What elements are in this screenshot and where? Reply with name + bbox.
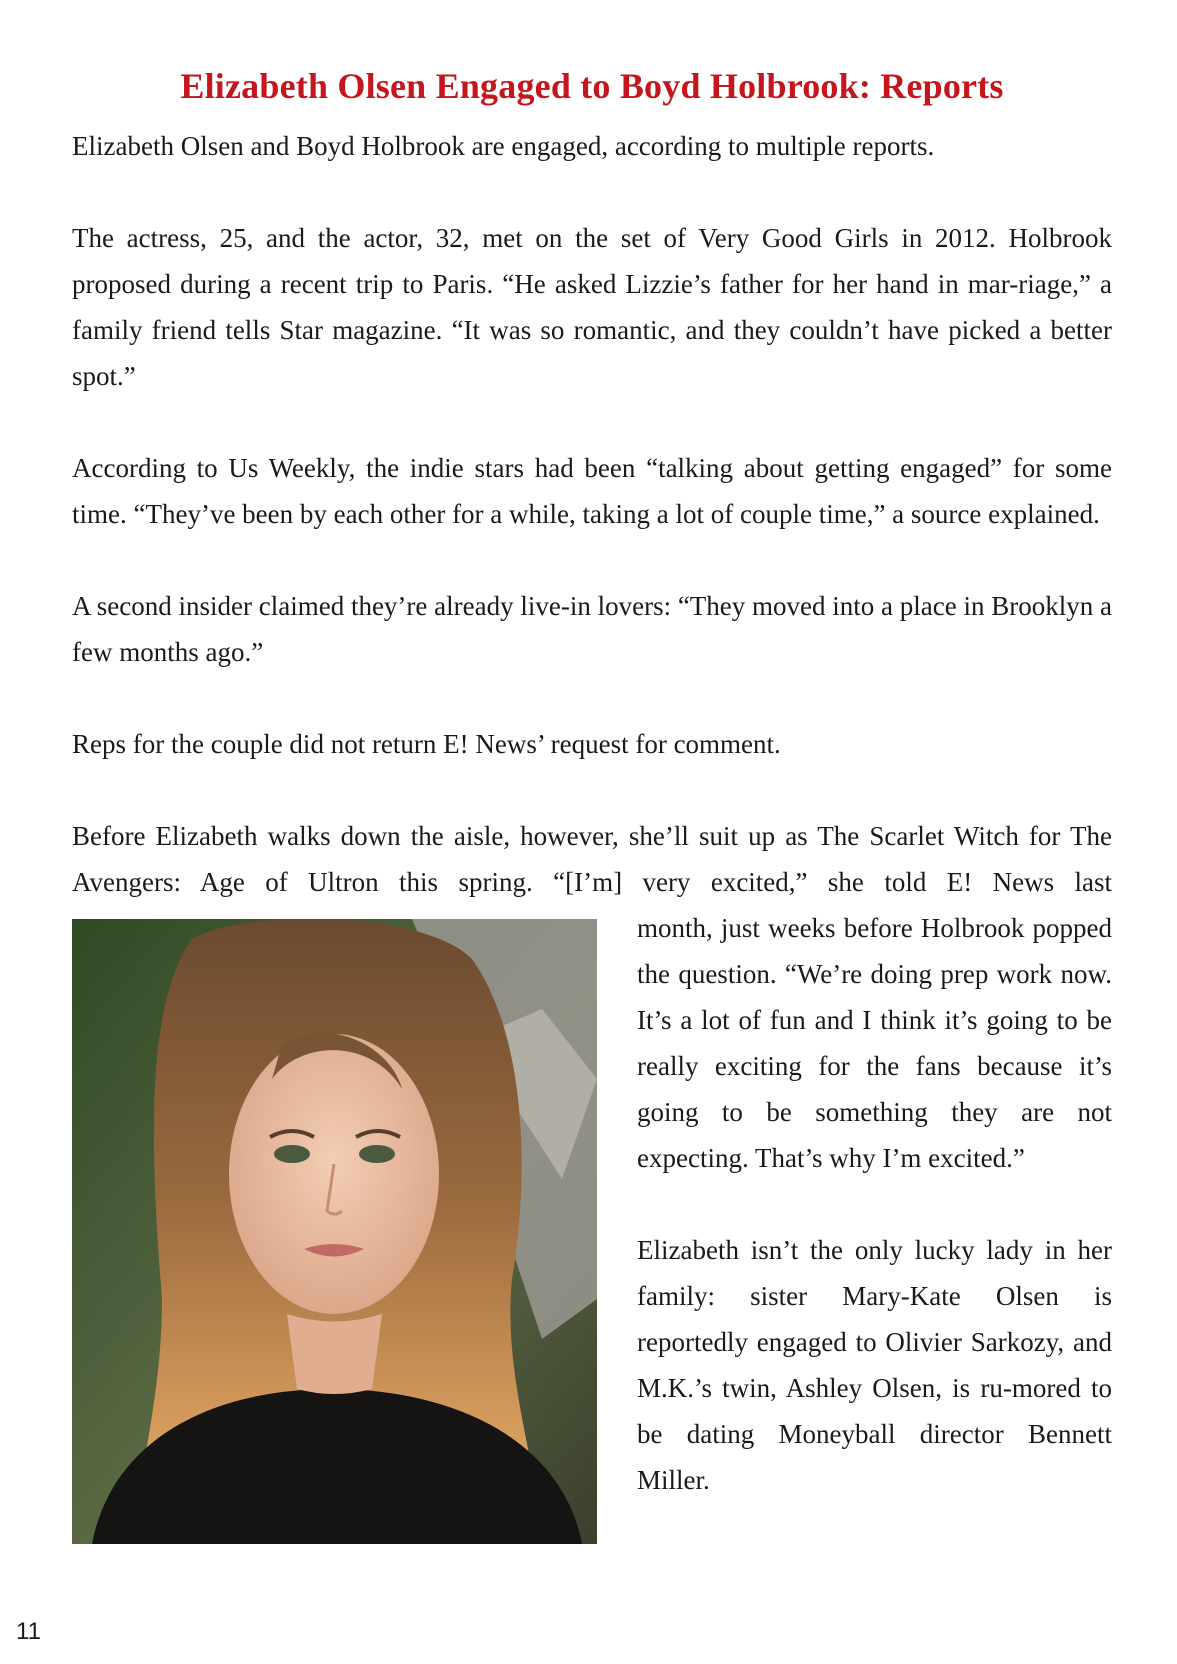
paragraph-met: The actress, 25, and the actor, 32, met on the set of Very Good Girls in 2012. Holbrook proposed during a recent trip to Paris. “He asked Lizzie’s father for her hand in mar-riage,” a family friend tells Star magazine. “It was so romantic, and they couldn’t have picked a better spot.” <box>72 223 1112 391</box>
paragraph-insider: A second insider claimed they’re already live-in lovers: “They moved into a place in Brooklyn a few months ago.” <box>72 591 1112 667</box>
article-title: Elizabeth Olsen Engaged to Boyd Holbrook: Reports <box>180 66 1004 106</box>
paragraph-intro: Elizabeth Olsen and Boyd Holbrook are engaged, according to multiple reports. <box>72 131 935 161</box>
paragraph-reps: Reps for the couple did not return E! News’ request for comment. <box>72 729 781 759</box>
photo-text-block <box>72 905 1112 1503</box>
article <box>72 0 1112 1503</box>
paragraph-avengers: Before Elizabeth walks down the aisle, however, she’ll suit up as The Scarlet Witch for The Avengers: Age of Ultron this spring. “[I’m] very excited,” she told E! News last <box>72 821 1112 897</box>
paragraph-us-weekly: According to Us Weekly, the indie stars had been “talking about getting engaged” for some time. “They’ve been by each other for a while, taking a lot of couple time,” a source explained. <box>72 453 1112 529</box>
paragraph-prep-work: month, just weeks before Holbrook popped the question. “We’re doing prep work now. It’s a lot of fun and I think it’s going to be really exciting for the fans because it’s going to be something they are not expecting. That’s why I’m excited.” <box>637 913 1112 1173</box>
paragraph-family: Elizabeth isn’t the only lucky lady in her family: sister Mary-Kate Olsen is reportedly engaged to Olivier Sarkozy, and M.K.’s twin, Ashley Olsen, is ru-mored to be dating Moneyball director Bennett Miller. <box>637 1235 1112 1495</box>
page-number: 11 <box>16 1618 41 1645</box>
side-column <box>637 905 1112 1503</box>
portrait-photo <box>72 919 597 1544</box>
